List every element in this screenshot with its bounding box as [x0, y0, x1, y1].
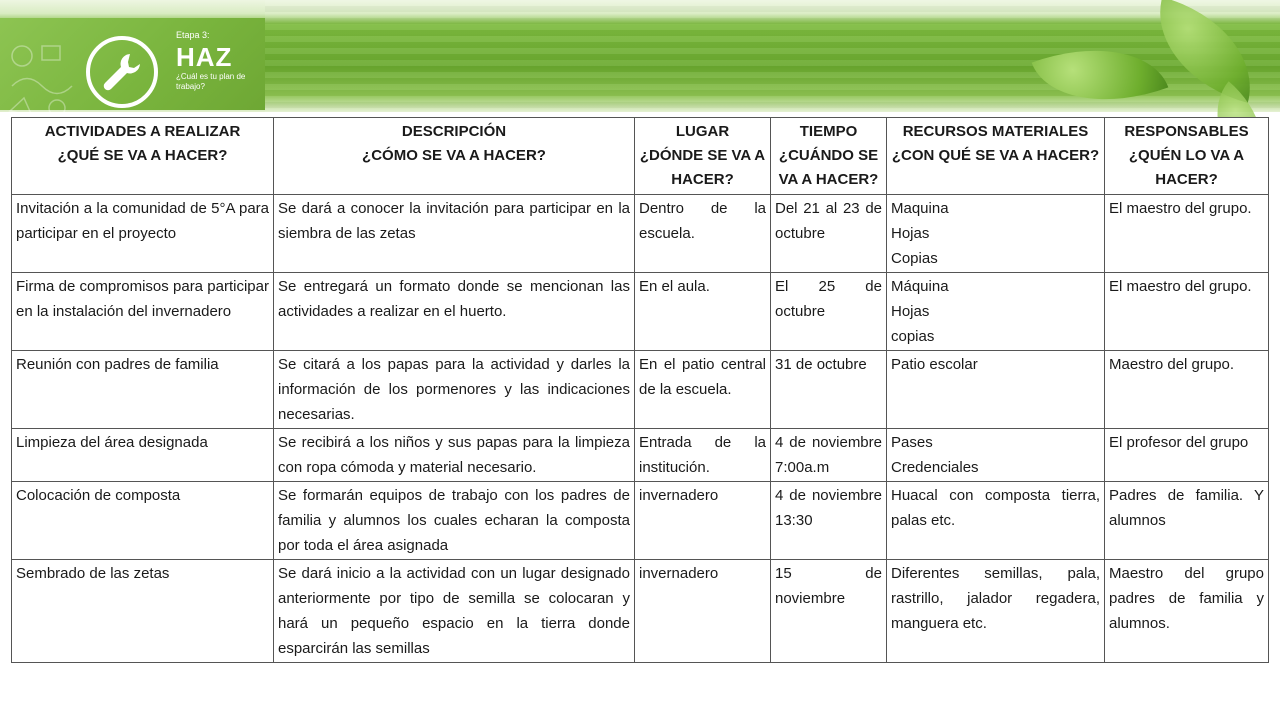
- cell-text: Firma de compromisos para participar en la instalación del invernadero: [16, 278, 269, 320]
- cell-text: En el patio central de la escuela.: [639, 356, 766, 398]
- cell-text: copias: [891, 328, 935, 345]
- table-cell: [274, 195, 635, 273]
- stage-subtitle: ¿Cuál es tu plan de trabajo?: [176, 72, 246, 91]
- table-cell: [635, 351, 771, 429]
- table-body: [12, 195, 1269, 663]
- table-row: [12, 482, 1269, 560]
- cell-text: 15 de noviembre: [775, 565, 882, 607]
- table-cell: [635, 482, 771, 560]
- table-cell: [12, 273, 274, 351]
- table-cell: [887, 351, 1105, 429]
- cell-text: 31 de octubre: [775, 356, 867, 373]
- table-cell: [771, 273, 887, 351]
- wrench-icon: [100, 50, 144, 94]
- cell-text: El maestro del grupo.: [1109, 278, 1252, 295]
- table-cell: [771, 429, 887, 482]
- table-cell: [1105, 195, 1269, 273]
- table-cell: [887, 195, 1105, 273]
- cell-text: Hojas: [891, 225, 930, 242]
- cell-text: Invitación a la comunidad de 5°A para participar en el proyecto: [16, 200, 269, 242]
- table-cell: [635, 273, 771, 351]
- table-row: [12, 351, 1269, 429]
- column-header: ACTIVIDADES A REALIZAR ¿QUÉ SE VA A HACER?: [12, 118, 274, 195]
- table-cell: [771, 195, 887, 273]
- table-cell: [1105, 273, 1269, 351]
- cell-text: Dentro de la escuela.: [639, 200, 766, 242]
- column-header: DESCRIPCIÓN ¿CÓMO SE VA A HACER?: [274, 118, 635, 195]
- cell-text: Reunión con padres de familia: [16, 356, 219, 373]
- cell-text: Entrada de la institución.: [639, 434, 766, 476]
- cell-text: Padres de familia. Y alumnos: [1109, 487, 1264, 529]
- table-row: [12, 560, 1269, 663]
- cell-text: Se dará inicio a la actividad con un lugar designado anteriormente por tipo de semilla se colocaran y hará un pequeño espacio en la tierra donde esparcirán las semillas: [278, 565, 630, 657]
- table-cell: [12, 482, 274, 560]
- cell-text: Huacal con composta tierra, palas etc.: [891, 487, 1100, 529]
- cell-text: Hojas: [891, 303, 930, 320]
- table-cell: [771, 351, 887, 429]
- table-cell: [771, 560, 887, 663]
- cell-text: Limpieza del área designada: [16, 434, 208, 451]
- cell-text: Copias: [891, 250, 938, 267]
- table-header-row: [12, 118, 1269, 195]
- table-cell: [1105, 351, 1269, 429]
- cell-text: El 25 de octubre: [775, 278, 882, 320]
- table-cell: [635, 560, 771, 663]
- cell-text: El profesor del grupo: [1109, 434, 1249, 451]
- table-cell: [887, 273, 1105, 351]
- cell-text: Se entregará un formato donde se mencionan las actividades a realizar en el huerto.: [278, 278, 630, 320]
- table-cell: [635, 429, 771, 482]
- table-cell: [887, 482, 1105, 560]
- table-cell: [12, 560, 274, 663]
- table-cell: [274, 429, 635, 482]
- table-cell: [12, 429, 274, 482]
- table-cell: [887, 429, 1105, 482]
- cell-text: Se dará a conocer la invitación para participar en la siembra de las zetas: [278, 200, 630, 242]
- cell-text: En el aula.: [639, 278, 710, 295]
- wrench-badge: [86, 36, 158, 108]
- table-row: [12, 195, 1269, 273]
- table-cell: [887, 560, 1105, 663]
- table-cell: [771, 482, 887, 560]
- work-plan-table: [11, 117, 1269, 663]
- cell-text: Del 21 al 23 de octubre: [775, 200, 882, 242]
- cell-text: 4 de noviembre 7:00a.m: [775, 434, 882, 476]
- cell-text: Patio escolar: [891, 356, 978, 373]
- column-header: RESPONSABLES ¿QUÉN LO VA A HACER?: [1105, 118, 1269, 195]
- table-cell: [1105, 429, 1269, 482]
- table-cell: [274, 482, 635, 560]
- table-cell: [274, 273, 635, 351]
- cell-text: Credenciales: [891, 459, 979, 476]
- cell-text: Se formarán equipos de trabajo con los padres de familia y alumnos los cuales echaran la composta por toda el área asignada: [278, 487, 630, 554]
- column-header: LUGAR ¿DÓNDE SE VA A HACER?: [635, 118, 771, 195]
- stage-label: Etapa 3:: [176, 30, 210, 40]
- table-cell: [12, 195, 274, 273]
- cell-text: Diferentes semillas, pala, rastrillo, jalador regadera, manguera etc.: [891, 565, 1100, 632]
- table-cell: [274, 560, 635, 663]
- table-cell: [274, 351, 635, 429]
- cell-text: El maestro del grupo.: [1109, 200, 1252, 217]
- cell-text: Máquina: [891, 278, 949, 295]
- cell-text: Colocación de composta: [16, 487, 181, 504]
- cell-text: Maquina: [891, 200, 949, 217]
- table-cell: [1105, 482, 1269, 560]
- cell-text: Se citará a los papas para la actividad y darles la información de los pormenores y las indicaciones necesarias.: [278, 356, 630, 423]
- cell-text: 4 de noviembre 13:30: [775, 487, 882, 529]
- table-row: [12, 429, 1269, 482]
- table-cell: [12, 351, 274, 429]
- cell-text: invernadero: [639, 487, 719, 504]
- cell-text: Maestro del grupo padres de familia y alumnos.: [1109, 565, 1264, 632]
- table-cell: [635, 195, 771, 273]
- stage-title: HAZ: [176, 42, 233, 72]
- cell-text: Sembrado de las zetas: [16, 565, 170, 582]
- cell-text: Pases: [891, 434, 933, 451]
- cell-text: invernadero: [639, 565, 719, 582]
- cell-text: Se recibirá a los niños y sus papas para la limpieza con ropa cómoda y material necesario.: [278, 434, 630, 476]
- column-header: TIEMPO ¿CUÁNDO SE VA A HACER?: [771, 118, 887, 195]
- table-cell: [1105, 560, 1269, 663]
- cell-text: Maestro del grupo.: [1109, 356, 1235, 373]
- table-row: [12, 273, 1269, 351]
- doodle-pattern-icon: [2, 36, 82, 126]
- column-header: RECURSOS MATERIALES ¿CON QUÉ SE VA A HACER?: [887, 118, 1105, 195]
